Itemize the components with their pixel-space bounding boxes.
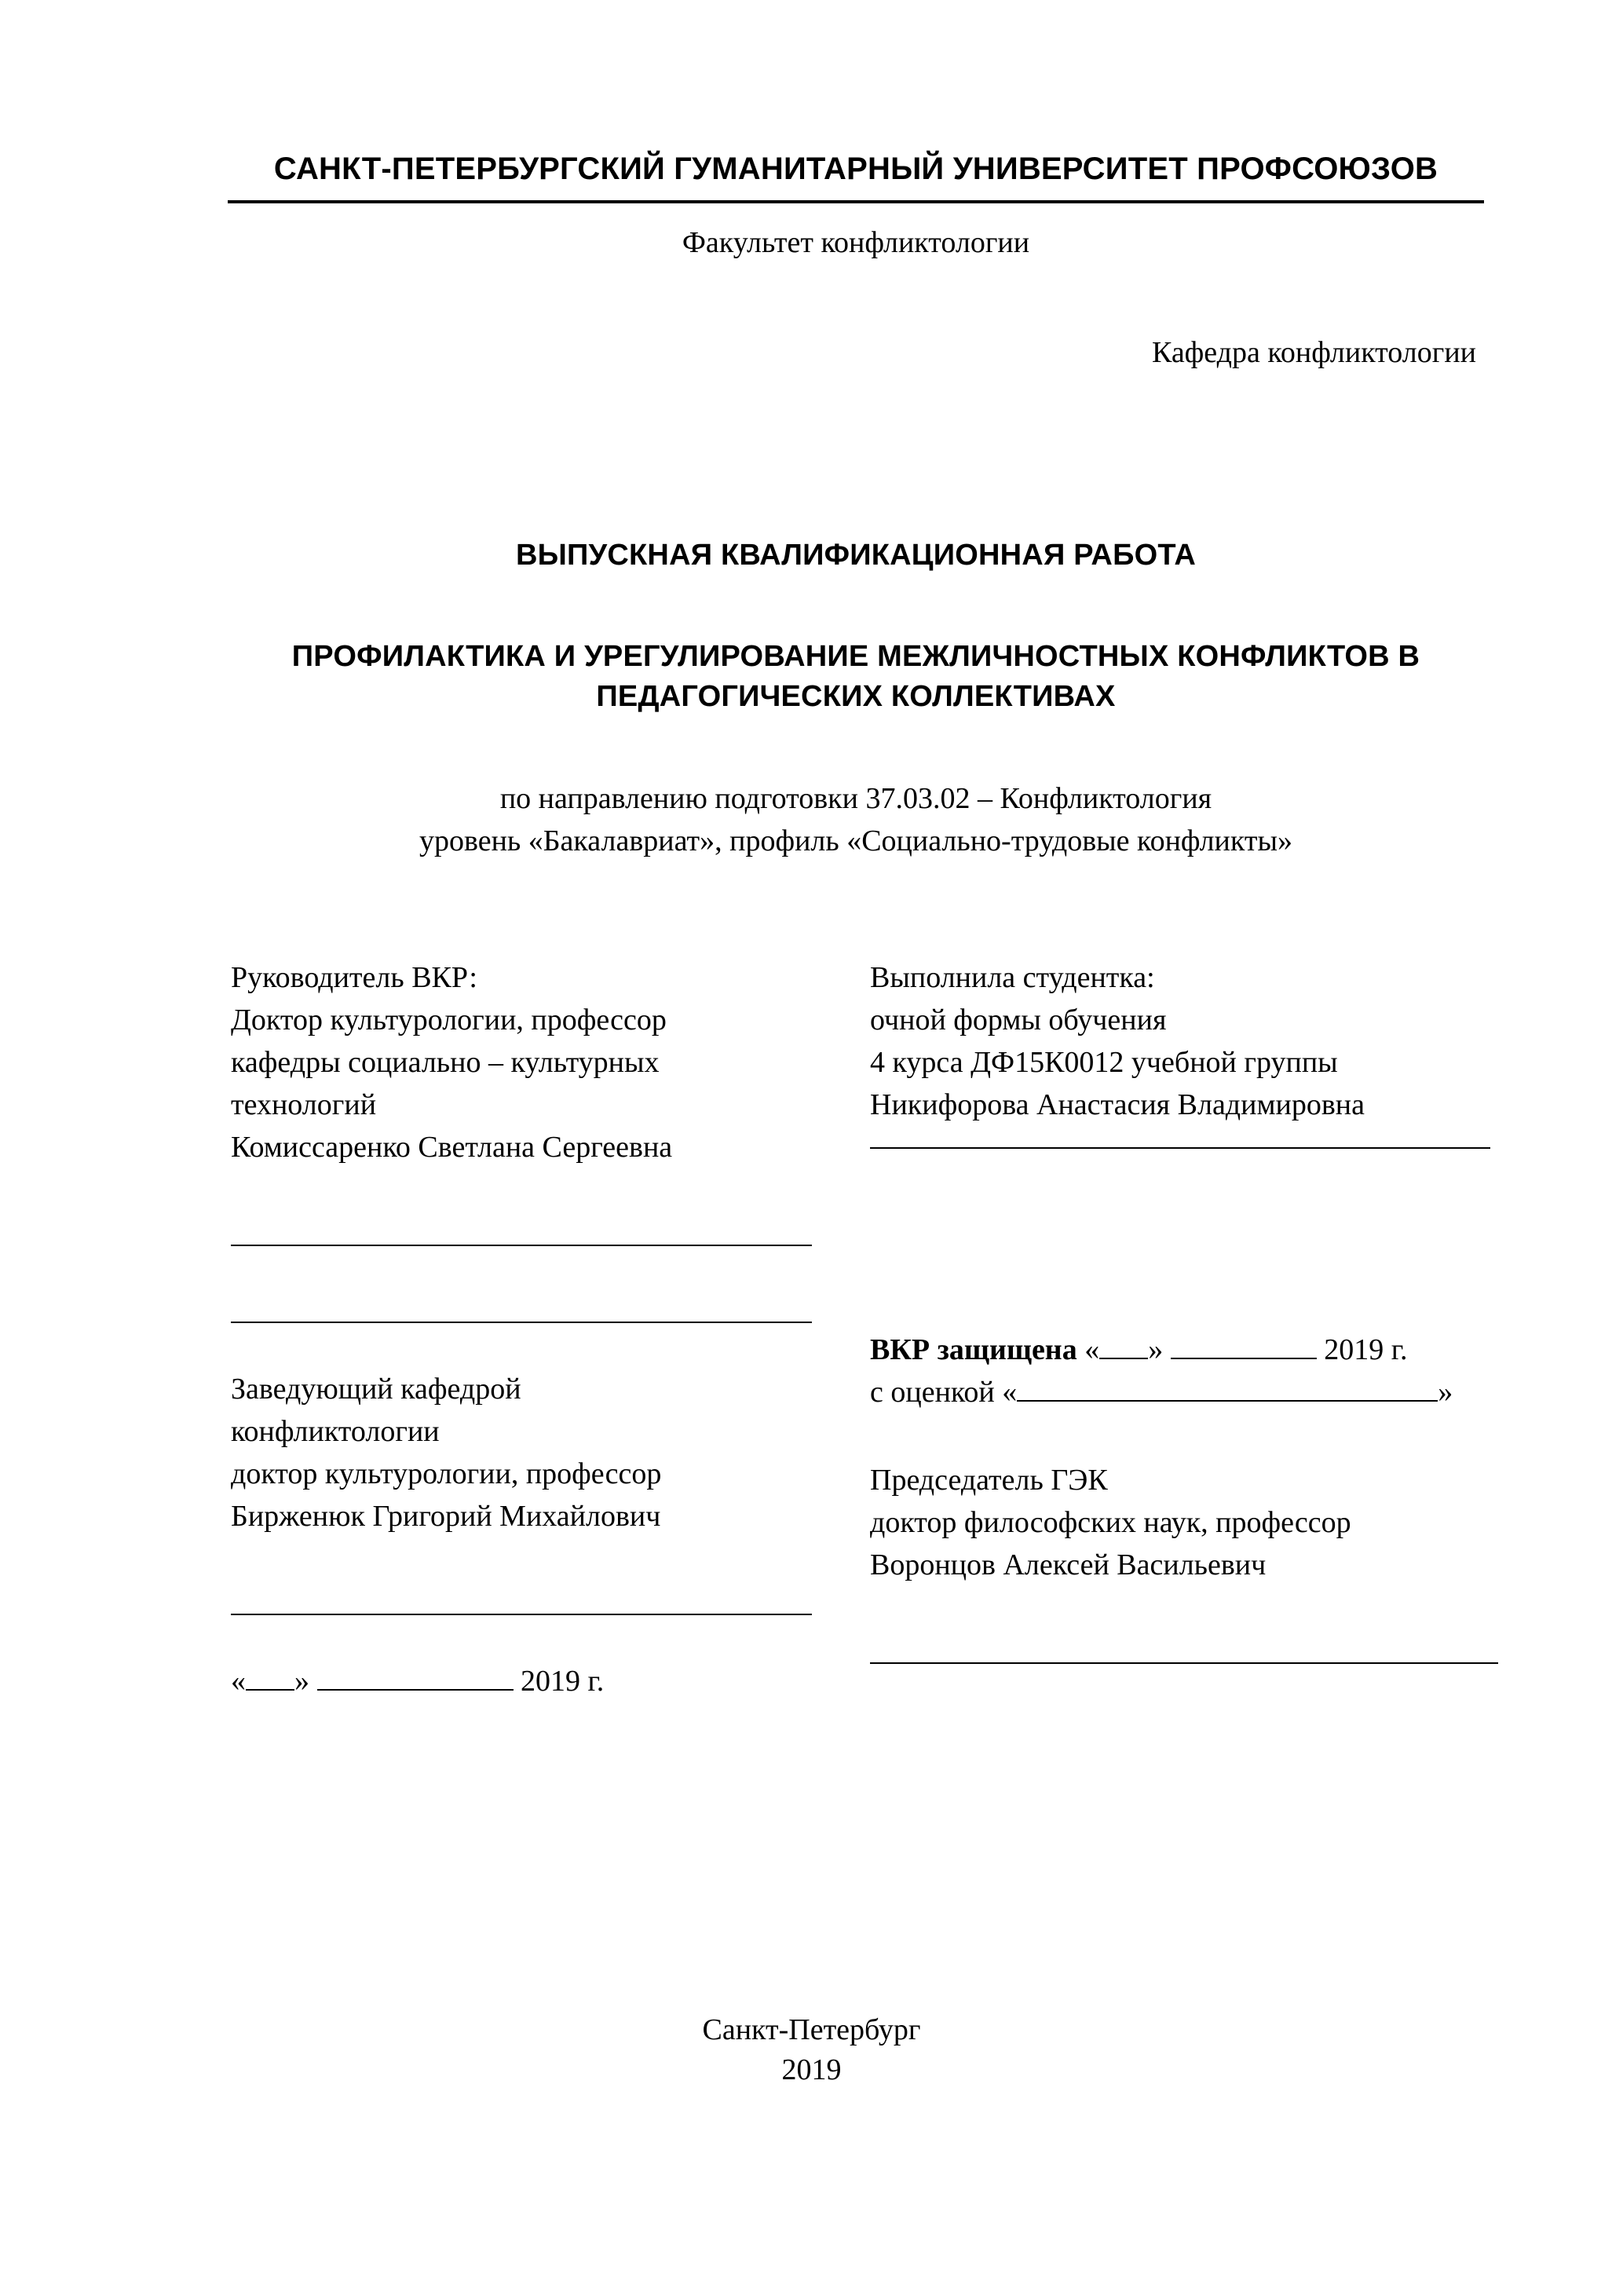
footer-year: 2019 <box>781 2053 842 2087</box>
date-day-blank <box>246 1689 294 1691</box>
footer-city: Санкт-Петербург <box>702 2013 921 2046</box>
supervisor-line-1: Доктор культурологии, профессор <box>231 1004 667 1037</box>
spacer <box>231 1246 828 1322</box>
head-line-1: Заведующий кафедрой <box>231 1372 521 1406</box>
defense-month-blank <box>1171 1358 1317 1359</box>
faculty-name: Факультет конфликтологии <box>682 226 1030 260</box>
grade-blank <box>1017 1400 1438 1402</box>
chair-name: Воронцов Алексей Васильевич <box>870 1548 1267 1581</box>
supervisor-line-3: технологий <box>231 1088 377 1121</box>
grade-row <box>870 1372 1490 1414</box>
right-signature-column <box>870 957 1490 1664</box>
defense-quote-close: » <box>1148 1333 1164 1366</box>
page-title: ПРОФИЛАКТИКА И УРЕГУЛИРОВАНИЕ МЕЖЛИЧНОСТНЫХ КОНФЛИКТОВ В ПЕДАГОГИЧЕСКИХ КОЛЛЕКТИВАХ <box>291 639 1420 713</box>
chair-label: Председатель ГЭК <box>870 1463 1108 1497</box>
spacer <box>231 1169 828 1245</box>
defense-row <box>870 1329 1490 1372</box>
head-line-3: доктор культурологии, профессор <box>231 1457 662 1490</box>
student-line-1: очной формы обучения <box>870 1004 1167 1037</box>
spacer <box>231 1538 828 1614</box>
chair-signature-line <box>870 1662 1498 1664</box>
date-bottom-year: 2019 г. <box>521 1664 605 1698</box>
spacer <box>870 1414 1490 1460</box>
work-type: ВЫПУСКНАЯ КВАЛИФИКАЦИОННАЯ РАБОТА <box>516 538 1196 572</box>
defense-year: 2019 г. <box>1324 1333 1408 1366</box>
head-name: Бирженюк Григорий Михайлович <box>231 1499 661 1533</box>
head-line-2: конфликтологии <box>231 1414 440 1448</box>
left-signature-column <box>231 957 828 1703</box>
student-line-2: 4 курса ДФ15К0012 учебной группы <box>870 1045 1338 1079</box>
department-name: Кафедра конфликтологии <box>1151 335 1476 369</box>
signature-block <box>228 957 1484 1852</box>
date-bottom-row <box>231 1661 828 1703</box>
document-footer <box>0 2010 1623 2091</box>
defense-day-blank <box>1099 1358 1148 1359</box>
supervisor-name: Комиссаренко Светлана Сергеевна <box>231 1130 673 1164</box>
spacer <box>231 1323 828 1369</box>
program-info <box>228 778 1484 863</box>
defense-quote-open: « <box>1084 1333 1100 1366</box>
spacer <box>231 1615 828 1661</box>
defense-title: ВКР защищена <box>870 1333 1077 1366</box>
spacer <box>870 1587 1490 1662</box>
grade-quote-close: » <box>1438 1375 1453 1409</box>
student-label: Выполнила студентка: <box>870 961 1155 995</box>
date-quote-close: » <box>294 1664 309 1698</box>
supervisor-line-2: кафедры социально – культурных <box>231 1045 660 1079</box>
header-divider <box>228 200 1484 203</box>
student-name: Никифорова Анастасия Владимировна <box>870 1088 1365 1121</box>
date-month-blank <box>317 1689 514 1691</box>
program-level: уровень «Бакалавриат», профиль «Социально-трудовые конфликты» <box>419 824 1292 858</box>
grade-label: с оценкой « <box>870 1375 1018 1409</box>
chair-line-1: доктор философских наук, профессор <box>870 1505 1351 1539</box>
date-quote-open: « <box>231 1664 246 1698</box>
document-content <box>228 149 1484 1852</box>
spacer <box>870 1127 1490 1147</box>
program-direction: по направлению подготовки 37.03.02 – Конфликтология <box>499 782 1212 816</box>
spacer <box>870 1149 1490 1329</box>
university-name: САНКТ-ПЕТЕРБУРГСКИЙ ГУМАНИТАРНЫЙ УНИВЕРСИТЕТ ПРОФСОЮЗОВ <box>273 152 1438 186</box>
supervisor-label: Руководитель ВКР: <box>231 961 477 995</box>
